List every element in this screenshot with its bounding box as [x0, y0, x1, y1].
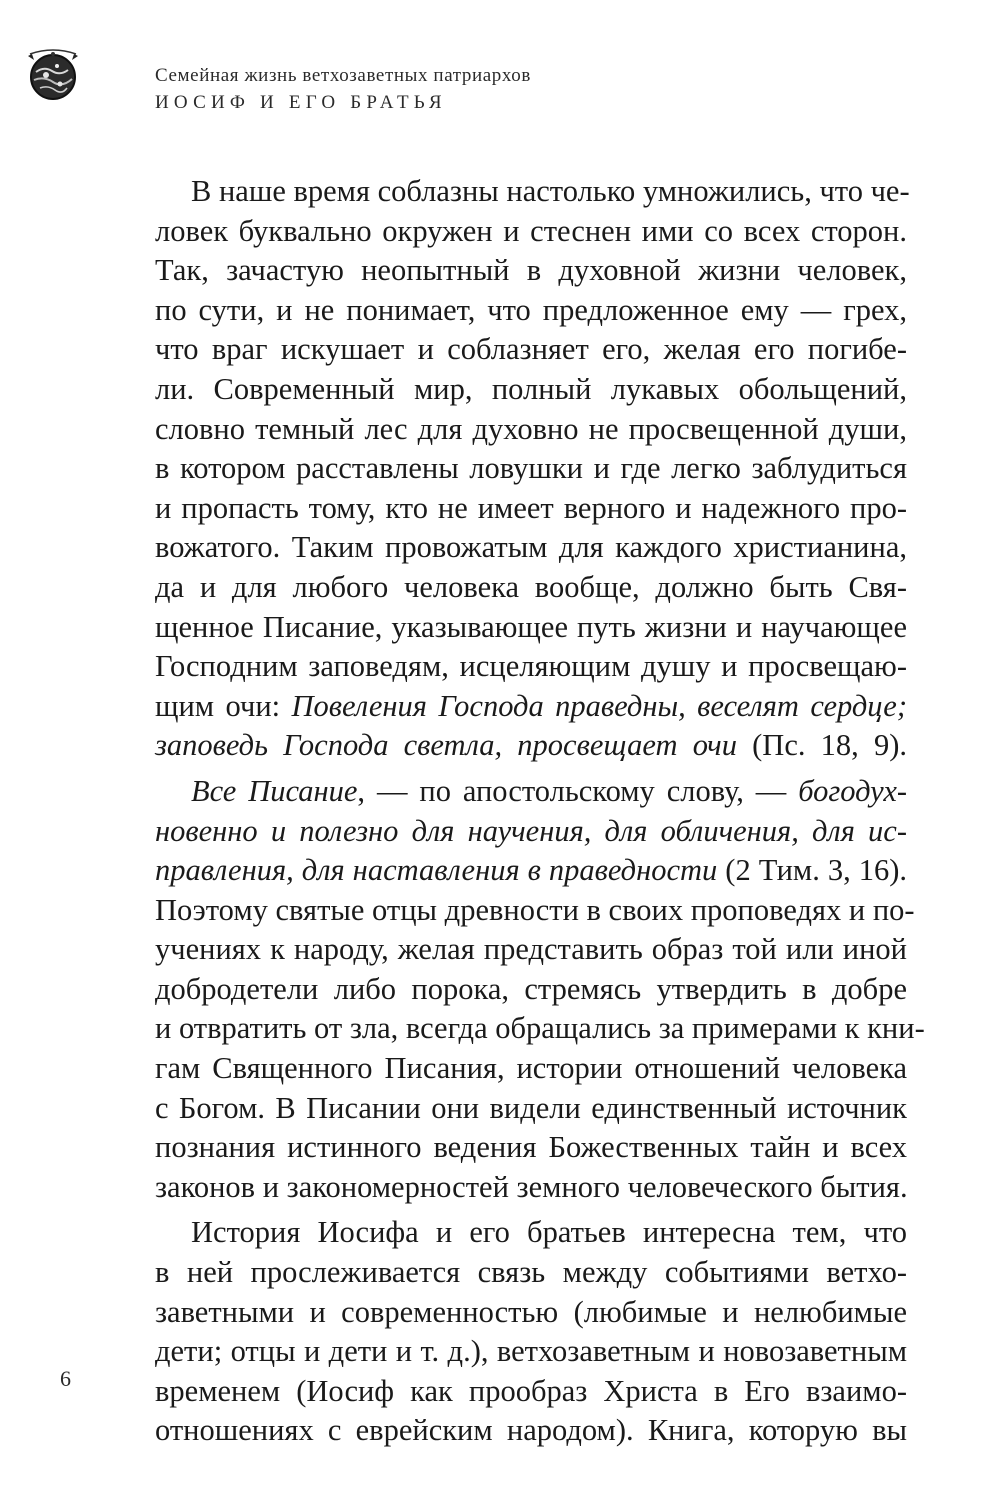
text-run: вожатого. Таким провожатым для каждого христианина,	[155, 530, 907, 565]
text-line	[155, 370, 907, 410]
text-run: , — по апостольскому слову, —	[357, 773, 799, 808]
text-run: словно темный лес для духовно не просвещенной души,	[155, 411, 907, 446]
text-line	[155, 930, 907, 970]
text-line	[155, 251, 907, 291]
text-run: (Пс. 18, 9).	[736, 728, 907, 763]
text-run: гам Священного Писания, истории отношений человека	[155, 1051, 907, 1086]
running-header	[155, 63, 915, 117]
text-line	[155, 772, 907, 812]
text-line	[155, 851, 907, 891]
italic-quote: богодух-	[798, 773, 908, 808]
text-line	[155, 1089, 907, 1129]
text-run: да и для любого человека вообще, должно быть Свя-	[155, 569, 907, 604]
text-line	[155, 812, 907, 852]
text-run: добродетели либо порока, стремясь утвердить в добре	[155, 971, 907, 1006]
text-run: учениях к народу, желая представить образ той или иной	[155, 932, 907, 967]
text-line	[155, 726, 907, 766]
text-run: познания истинного ведения Божественных тайн и всех	[155, 1130, 907, 1165]
text-line	[155, 1253, 907, 1293]
text-line	[155, 172, 910, 212]
italic-quote: правления, для наставления в праведности	[155, 853, 718, 888]
text-line	[155, 891, 915, 931]
body-text	[155, 172, 925, 1451]
text-line	[155, 1213, 907, 1253]
text-run: Поэтому святые отцы древности в своих проповедях и по-	[155, 892, 915, 927]
text-run: в ней прослеживается связь между событиями ветхо-	[155, 1255, 907, 1290]
paragraph	[155, 172, 910, 766]
text-run: В наше время соблазны настолько умножились, что че-	[191, 174, 910, 208]
text-line	[155, 1128, 907, 1168]
text-run: заветными и современностью (любимые и нелюбимые	[155, 1294, 907, 1329]
italic-quote: новенно и полезно для научения, для обличения, для ис-	[155, 813, 907, 848]
text-run: дети; отцы и дети и т. д.), ветхозаветным и новозаветным	[155, 1334, 907, 1369]
text-line	[155, 647, 907, 687]
text-run: и пропасть тому, кто не имеет верного и надежного про-	[155, 490, 907, 525]
text-line	[155, 1411, 907, 1451]
text-line	[155, 1009, 925, 1049]
paragraph	[155, 772, 925, 1208]
text-run: и отвратить от зла, всегда обращались за примерами к кни-	[155, 1011, 925, 1046]
text-run: отношениях с еврейским народом). Книга, которую вы	[155, 1413, 907, 1448]
text-line	[155, 291, 907, 331]
series-title: Семейная жизнь ветхозаветных патриархов	[155, 65, 531, 86]
text-line	[155, 970, 907, 1010]
text-run: Господним заповедям, исцеляющим душу и просвещаю-	[155, 649, 907, 684]
text-line	[155, 608, 907, 648]
text-line	[155, 1372, 907, 1412]
text-line	[155, 1049, 907, 1089]
text-run: по сути, и не понимает, что предложенное ему — грех,	[155, 292, 907, 327]
text-line	[155, 1168, 907, 1208]
text-line	[155, 687, 907, 727]
text-run: временем (Иосиф как прообраз Христа в Его взаимо-	[155, 1373, 907, 1408]
page-number: 6	[60, 1366, 71, 1391]
text-run: ловек буквально окружен и стеснен ими со всех сторон.	[155, 213, 907, 248]
globe-emblem-icon	[22, 46, 84, 108]
italic-quote: Повеления Господа праведны, веселят сердце;	[291, 688, 907, 723]
text-run: что враг искушает и соблазняет его, желая его погибе-	[155, 332, 907, 367]
text-line	[155, 1293, 907, 1333]
text-run: ли. Современный мир, полный лукавых обольщений,	[155, 371, 907, 406]
paragraph	[155, 1213, 907, 1451]
text-line	[155, 449, 907, 489]
text-run: щенное Писание, указывающее путь жизни и научающее	[155, 609, 907, 644]
text-run: щим очи:	[155, 688, 292, 723]
text-run: с Богом. В Писании они видели единственный источник	[155, 1090, 907, 1125]
text-line	[155, 1332, 907, 1372]
text-run: (2 Тим. 3, 16).	[717, 853, 908, 888]
italic-quote: заповедь Господа светла, просвещает очи	[155, 728, 737, 763]
text-run: в котором расставлены ловушки и где легко заблудиться	[155, 451, 907, 486]
text-line	[155, 528, 907, 568]
text-line	[155, 212, 907, 252]
text-line	[155, 489, 907, 529]
text-line	[155, 568, 907, 608]
text-line	[155, 410, 907, 450]
text-run: История Иосифа и его братьев интересна тем, что	[191, 1215, 907, 1250]
italic-quote: Все Писание	[191, 773, 358, 808]
text-run: законов и закономерностей земного человеческого бытия.	[155, 1169, 908, 1204]
chapter-title: ИОСИФ И ЕГО БРАТЬЯ	[155, 92, 447, 113]
text-line	[155, 330, 907, 370]
text-run: Так, зачастую неопытный в духовной жизни человек,	[155, 253, 907, 288]
